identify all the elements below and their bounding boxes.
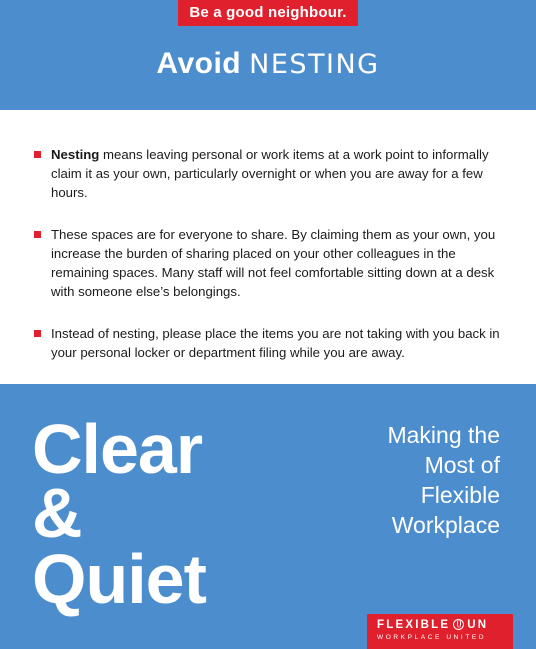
- red-square-bullet-icon: [34, 330, 41, 337]
- headline-nesting: NESTING: [249, 49, 380, 80]
- bullet-text: Instead of nesting, please place the items you are not taking with you back in your personal locker or department filing while you are away.: [51, 326, 500, 360]
- tagline-line: Making the: [387, 422, 500, 448]
- logo-word-flexible: FLEXIBLE: [377, 619, 451, 631]
- flexible-un-logo: [367, 614, 513, 649]
- header-banner: [0, 0, 536, 110]
- footer-panel: [0, 384, 536, 649]
- tagline-line: Flexible: [420, 482, 500, 508]
- headline: [0, 47, 536, 81]
- un-globe-icon: [453, 619, 464, 630]
- guidance-list: [34, 145, 512, 385]
- list-item: [34, 324, 512, 362]
- logo-title: [377, 619, 488, 631]
- list-item: [34, 145, 512, 202]
- red-square-bullet-icon: [34, 231, 41, 238]
- slogan-ampersand: &: [32, 474, 82, 552]
- headline-avoid: Avoid: [156, 47, 242, 80]
- slogan-quiet: Quiet: [32, 540, 206, 618]
- bullet-text: These spaces are for everyone to share. By claiming them as your own, you increase the burden of sharing placed on your other colleagues in the remaining spaces. Many staff will not feel comfortable sitting down at a desk with someone else’s belongings.: [51, 227, 496, 299]
- slogan-clear: Clear: [32, 410, 203, 488]
- tagline-line: Workplace: [391, 512, 500, 538]
- logo-word-un: UN: [467, 619, 489, 631]
- red-square-bullet-icon: [34, 151, 41, 158]
- list-item: [34, 225, 512, 301]
- logo-subtitle: WORKPLACE UNITED: [377, 634, 487, 641]
- tagline-line: Most of: [424, 452, 500, 478]
- tagline-badge: Be a good neighbour.: [178, 0, 358, 26]
- bullet-text: means leaving personal or work items at a work point to informally claim it as your own, particularly overnight or when you are away for a few hours.: [51, 147, 489, 200]
- bullet-lead: Nesting: [51, 147, 100, 162]
- campaign-tagline: [300, 420, 500, 540]
